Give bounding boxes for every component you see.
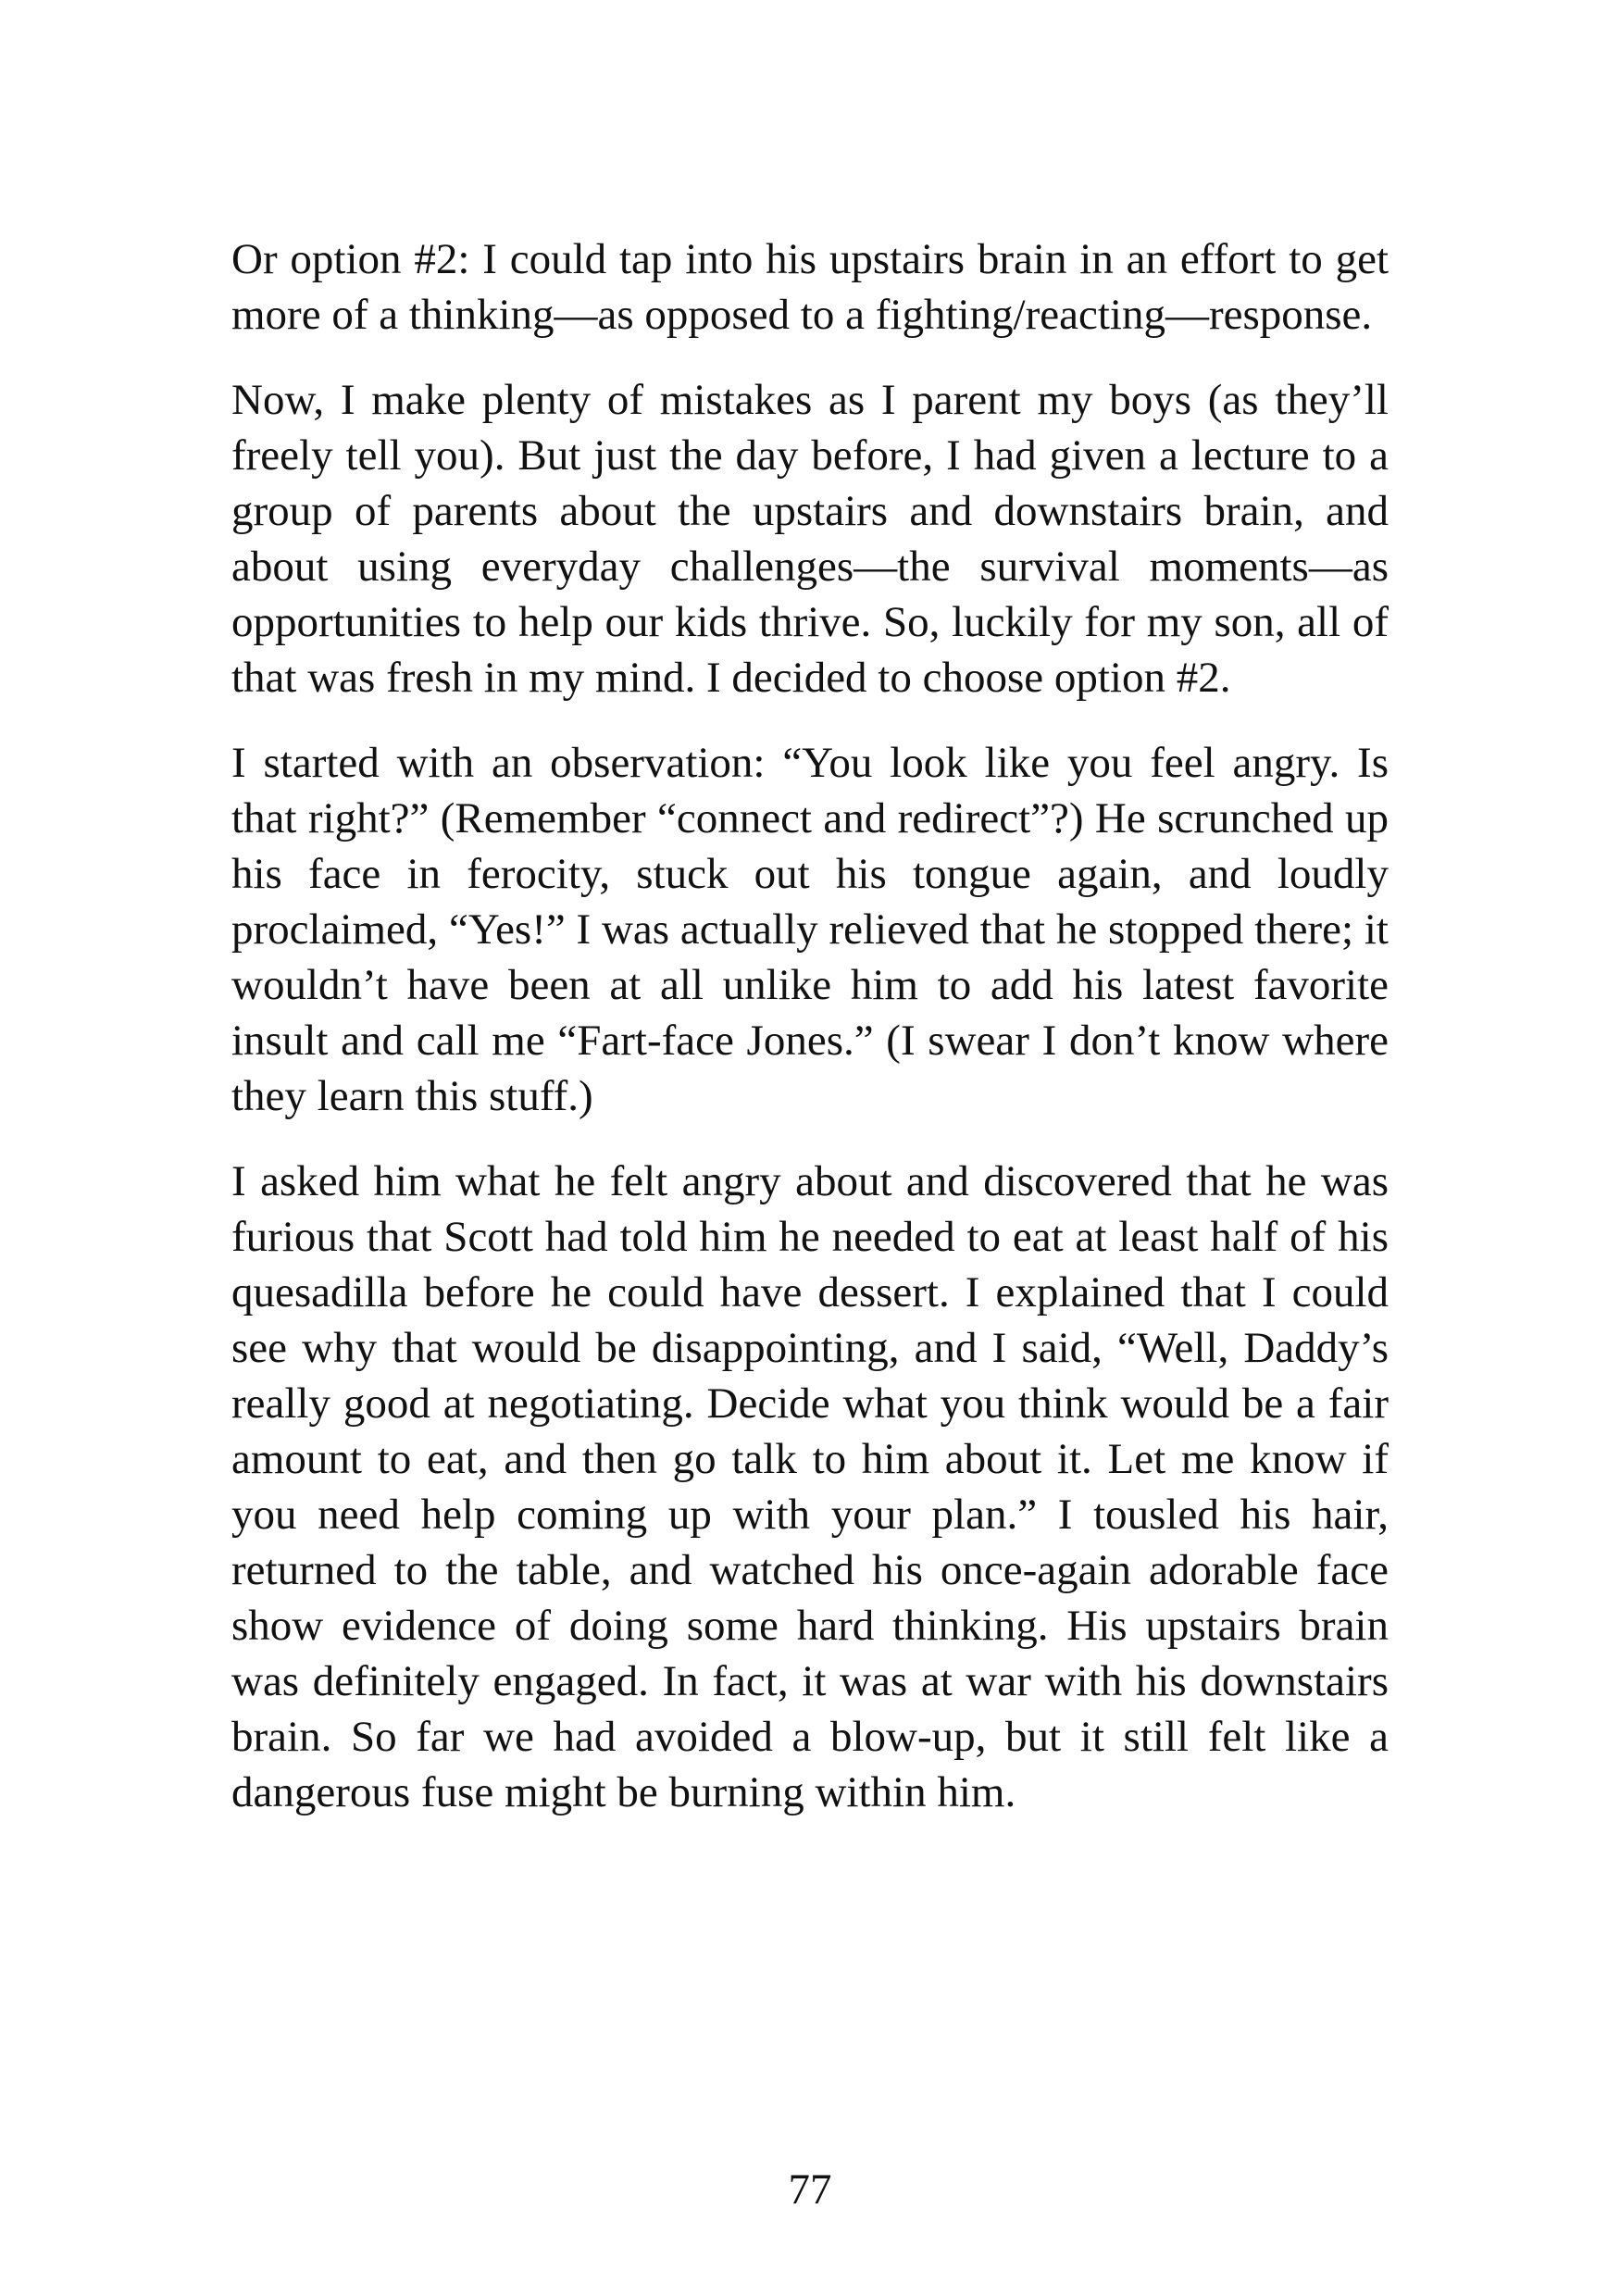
paragraph-observation: I started with an observation: “You look like you feel angry. Is that right?” (Remember “connect and redirect”?) He scrunched up his face in ferocity, stuck out his tongue again, and loudly proclaimed, “Yes!” I was actually relieved that he stopped there; it wouldn’t have been at all unlike him to add his latest favorite insult and call me “Fart-face Jones.” (I swear I don’t know where they learn this stuff.) <box>231 739 1389 1120</box>
page-number: 77 <box>788 2165 832 2214</box>
paragraph-mistakes: Now, I make plenty of mistakes as I parent my boys (as they’ll freely tell you). But just the day before, I had given a lecture to a group of parents about the upstairs and downstairs brain, and about using everyday challenges—the survival moments—as opportunities to help our kids thrive. So, luckily for my son, all of that was fresh in my mind. I decided to choose option #2. <box>231 376 1389 702</box>
paragraph-option-2: Or option #2: I could tap into his upstairs brain in an effort to get more of a thinking—as opposed to a fighting/reacting—response. <box>231 235 1389 339</box>
body-text <box>231 231 1389 1850</box>
paragraph-negotiation: I asked him what he felt angry about and discovered that he was furious that Scott had told him he needed to eat at least half of his quesadilla before he could have dessert. I explained that I could see why that would be disappointing, and I said, “Well, Daddy’s really good at negotiating. Decide what you think would be a fair amount to eat, and then go talk to him about it. Let me know if you need help coming up with your plan.” I tousled his hair, returned to the table, and watched his once-again adorable face show evidence of doing some hard thinking. His upstairs brain was definitely engaged. In fact, it was at war with his downstairs brain. So far we had avoided a blow-up, but it still felt like a dangerous fuse might be burning within him. <box>231 1157 1389 1816</box>
